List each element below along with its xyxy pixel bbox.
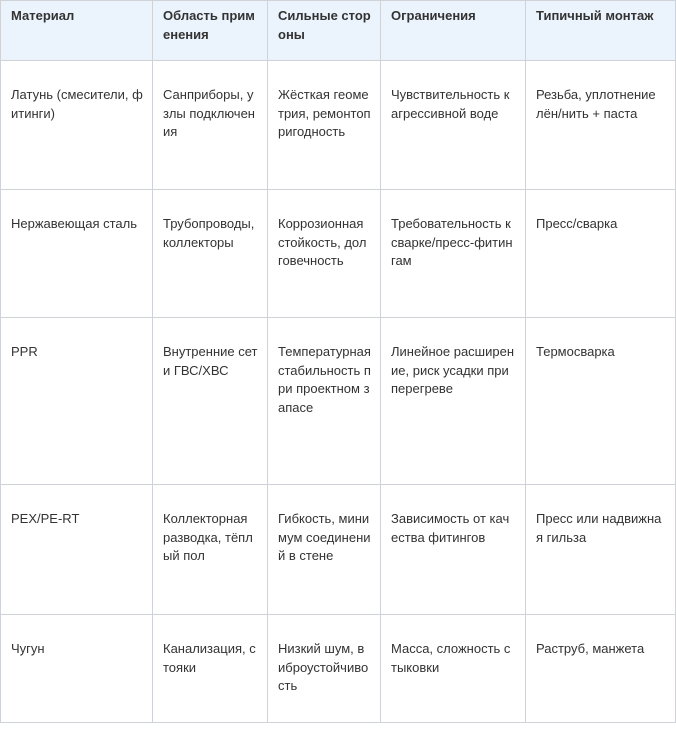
header-row xyxy=(1,1,676,61)
cell-typical-installation: Пресс/сварка xyxy=(526,190,676,318)
cell-limitations: Зависимость от качества фитингов xyxy=(381,485,526,615)
cell-application-area: Коллекторная разводка, тёплый пол xyxy=(153,485,268,615)
cell-application-area: Канализация, стояки xyxy=(153,615,268,723)
cell-limitations: Чувствительность к агрессивной воде xyxy=(381,61,526,190)
cell-material: Латунь (смесители, фитинги) xyxy=(1,61,153,190)
header-application-area: Область применения xyxy=(153,1,268,61)
cell-material: PEX/PE-RT xyxy=(1,485,153,615)
table-row xyxy=(1,485,676,615)
header-material: Материал xyxy=(1,1,153,61)
cell-application-area: Внутренние сети ГВС/ХВС xyxy=(153,318,268,485)
cell-material: PPR xyxy=(1,318,153,485)
cell-material: Чугун xyxy=(1,615,153,723)
cell-typical-installation: Термосварка xyxy=(526,318,676,485)
cell-application-area: Санприборы, узлы подключения xyxy=(153,61,268,190)
cell-typical-installation: Резьба, уплотнение лён/нить + паста xyxy=(526,61,676,190)
table-header xyxy=(1,1,676,61)
cell-application-area: Трубопроводы, коллекторы xyxy=(153,190,268,318)
cell-strengths: Коррозионная стойкость, долговечность xyxy=(268,190,381,318)
cell-strengths: Жёсткая геометрия, ремонтопригодность xyxy=(268,61,381,190)
table-row xyxy=(1,615,676,723)
table-row xyxy=(1,190,676,318)
cell-typical-installation: Раструб, манжета xyxy=(526,615,676,723)
cell-limitations: Требовательность к сварке/пресс-фитингам xyxy=(381,190,526,318)
cell-limitations: Линейное расширение, риск усадки при перегреве xyxy=(381,318,526,485)
header-typical-installation: Типичный монтаж xyxy=(526,1,676,61)
cell-limitations: Масса, сложность стыковки xyxy=(381,615,526,723)
table-body xyxy=(1,61,676,723)
cell-strengths: Гибкость, минимум соединений в стене xyxy=(268,485,381,615)
cell-material: Нержавеющая сталь xyxy=(1,190,153,318)
cell-strengths: Температурная стабильность при проектном запасе xyxy=(268,318,381,485)
cell-strengths: Низкий шум, виброустойчивость xyxy=(268,615,381,723)
header-limitations: Ограничения xyxy=(381,1,526,61)
cell-typical-installation: Пресс или надвижная гильза xyxy=(526,485,676,615)
table-row xyxy=(1,318,676,485)
header-strengths: Сильные стороны xyxy=(268,1,381,61)
table-row xyxy=(1,61,676,190)
